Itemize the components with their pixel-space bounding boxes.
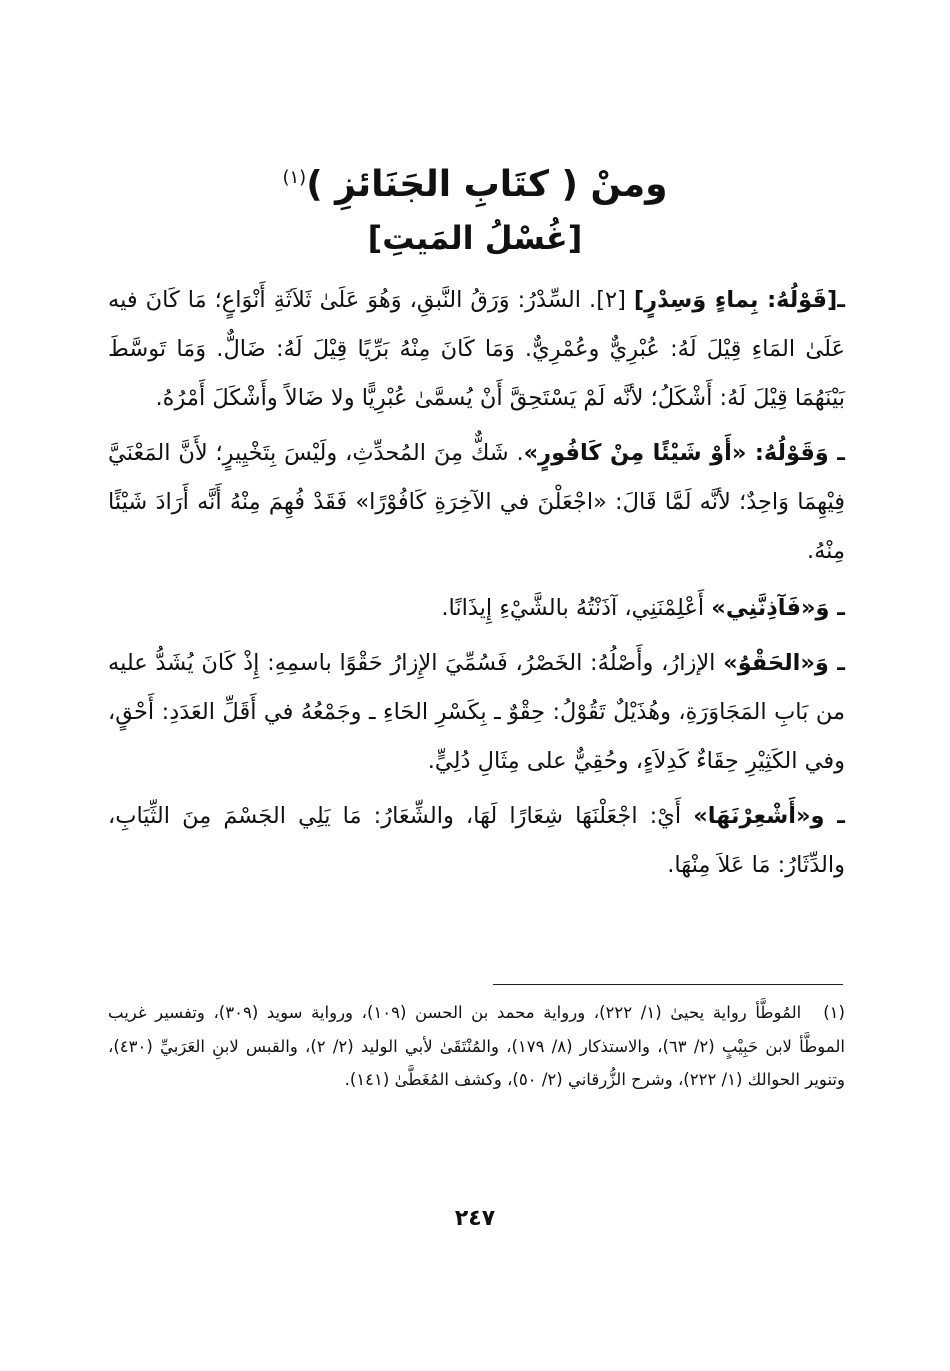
main-text: [108, 276, 845, 896]
paragraph-ashirnaha: [108, 792, 845, 890]
footnote-text: المُوطَّأ رواية يحيىٰ (١/ ٢٢٢)، ورواية محمد بن الحسن (١٠٩)، ورواية سويد (٣٠٩)، وتفسير غريب الموطَّأ لابن حَبِيْبٍ (٢/ ٦٣)، والاستذكار (٨/ ١٧٩)، والمُنْتَقَىٰ لأبي الوليد (٢/ ٢)، والقبس لابنِ العَرَبيِّ (٤٣٠)، وتنوير الحوالك (١/ ٢٢٢)، وشرح الزُّرقاني (٢/ ٥٠)، وكشف المُغَطَّىٰ (١٤١).: [108, 1003, 845, 1089]
footnote-divider: [493, 984, 843, 985]
paragraph-haqw: [108, 639, 845, 786]
paragraph-lead: ـ[قَوْلُهُ: بِماءٍ وَسِدْرٍ]: [633, 287, 845, 313]
paragraph-body: أَعْلِمْنَنِي، آذَنْتُهُ بالشَّيْءِ إِيذَانًا.: [441, 595, 712, 621]
paragraph-body: الإزارُ، وأَصْلُهُ: الخَصْرُ، فَسُمِّيَ الإِزارُ حَقْوًا باسمِهِ: إِذْ كَانَ يُشَدُّ عليه من بَابِ المَجَاوَرَةِ، وهُذَيْلٌ تَقُوْلُ: حِقْوٌ ـ بِكَسْرِ الحَاءِ ـ وجَمْعُهُ في أَقَلِّ العَدَدِ: أَحْقٍ، وفي الكَثِيْرِ حِقَاءٌ كَدِلاَءٍ، وحُقِيٌّ على مِثَالِ دُلِيٍّ.: [108, 650, 845, 774]
paragraph-adhinnani: [108, 584, 845, 633]
paragraph-lead: ـ وَقَوْلُهُ: «أَوْ شَيْئًا مِنْ كَافُورٍ»: [523, 440, 845, 466]
paragraph-lead: ـ وَ«الحَقْوُ»: [723, 650, 845, 676]
footnote: [108, 996, 845, 1097]
paragraph-body: [٢]. السِّدْرُ: وَرَقُ النَّبقِ، وَهُوَ عَلَىٰ ثَلاَثَةِ أَنْوَاعٍ؛ مَا كَانَ فيه عَلَىٰ المَاءِ قِيْلَ لَهُ: عُبْرِيٌّ وعُمْرِيٌّ. وَمَا كَانَ مِنْهُ بَرِّيًا قِيْلَ لَهُ: ضَالٌّ. وَمَا تَوسَّطَ بَيْنَهُمَا قِيْلَ لَهُ: أَشْكَلُ؛ لأنَّه لَمْ يَسْتَحِقَّ أَنْ يُسمَّىٰ عُبْرِيًّا ولا ضَالاً وأَشْكَلَ أَمْرُهُ.: [108, 287, 845, 411]
page-number: ٢٤٧: [454, 1206, 496, 1231]
section-title: [غُسْلُ المَيتِ]: [367, 219, 583, 257]
paragraph-lead: ـ و«أَشْعِرْنَهَا»: [693, 803, 845, 829]
chapter-title: [100, 150, 850, 213]
paragraph-kafur: [108, 429, 845, 576]
paragraph-body: . شَكٌّ مِنَ المُحدِّثِ، ولَيْسَ بِتَخْيِيرٍ؛ لأَنَّ المَعْنَيَّ فِيْهِمَا وَاحِدٌ؛ لأنَّه لَمَّا قَالَ: «اجْعَلْنَ في الآخِرَةِ كَافُوْرًا» فَقَدْ فُهِمَ مِنْهُ أَنَّه أَرَادَ شَيْئًا مِنْهُ.: [108, 440, 845, 564]
paragraph-lead: ـ وَ«فَآذِنَّنِي»: [711, 595, 845, 621]
chapter-title-text: ومنْ ( كتَابِ الجَنَائزِ ): [306, 164, 668, 205]
paragraph-body: أَيْ: اجْعَلْنَهَا شِعَارًا لَهَا، والشِّعَارُ: مَا يَلِي الجَسْمَ مِنَ الثِّيَابِ، والدِّثَارُ: مَا عَلاَ مِنْهَا.: [108, 803, 845, 878]
paragraph-sidr: [108, 276, 845, 423]
chapter-footnote-marker: (١): [282, 167, 307, 188]
footnote-number: (١): [823, 1003, 845, 1022]
